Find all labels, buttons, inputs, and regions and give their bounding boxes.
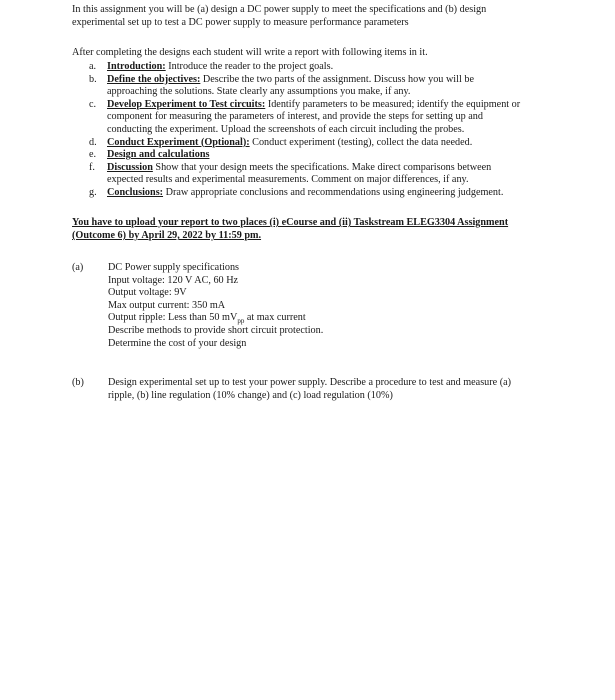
intro-line: In this assignment you will be (a) design a DC power supply to meet the specifications and (b) design [72, 4, 487, 15]
list-item: e. Design and calculations [89, 149, 210, 161]
section-label: (b) [72, 377, 84, 388]
intro-line: experimental set up to test a DC power supply to measure performance parameters [72, 16, 409, 28]
report-items-list [86, 61, 566, 200]
intro-paragraph [72, 4, 552, 29]
section-label: (a) [72, 262, 84, 273]
spec-line: Output ripple: Less than 50 $mV_{pp}$ at max current [108, 312, 306, 326]
list-item: f. Discussion Show that your design meets the specifications. Make direct comparisons between expected results and experimental measurements. Comment on major differences, if any. [89, 161, 492, 186]
section-b: (b) Design experimental set up to test your power supply. Describe a procedure to test and measure (a) ripple, (b) line regulation (10% change) and (c) load regulation (10%) [72, 377, 512, 401]
section-a [72, 262, 572, 350]
list-item: d. Conduct Experiment (Optional): Conduct experiment (testing), collect the data needed. [89, 136, 473, 148]
list-item: c. Develop Experiment to Test circuits: Identify parameters to be measured; identify the equipment or component for measuring the parameters of interest, and provide the steps for setting up and conducting the experiment. Upload the screenshots of each circuit including the probes. [89, 98, 521, 135]
spec-line: DC Power supply specifications [108, 262, 240, 273]
report-items-heading: After completing the designs each student will write a report with following items in it. [72, 47, 428, 58]
spec-line: Max output current: 350 mA [108, 299, 226, 311]
list-item: a. Introduction: Introduce the reader to the project goals. [89, 61, 334, 72]
spec-line: Determine the cost of your design [108, 337, 247, 349]
upload-instructions: You have to upload your report to two places (i) eCourse and (ii) Taskstream ELEG3304 Assignment (Outcome 6) by April 29, 2022 by 11:59 pm. [72, 217, 509, 241]
spec-line: Input voltage: 120 V AC, 60 Hz [108, 274, 239, 286]
spec-line: Describe methods to provide short circuit protection. [108, 324, 324, 336]
list-item: g. Conclusions: Draw appropriate conclusions and recommendations using engineering judgement. [89, 186, 504, 198]
spec-line: Output voltage: 9V [108, 287, 187, 299]
list-item: b. Define the objectives: Describe the two parts of the assignment. Discuss how you will be approaching the solutions. State clearly any assumptions you make, if any. [89, 73, 474, 98]
